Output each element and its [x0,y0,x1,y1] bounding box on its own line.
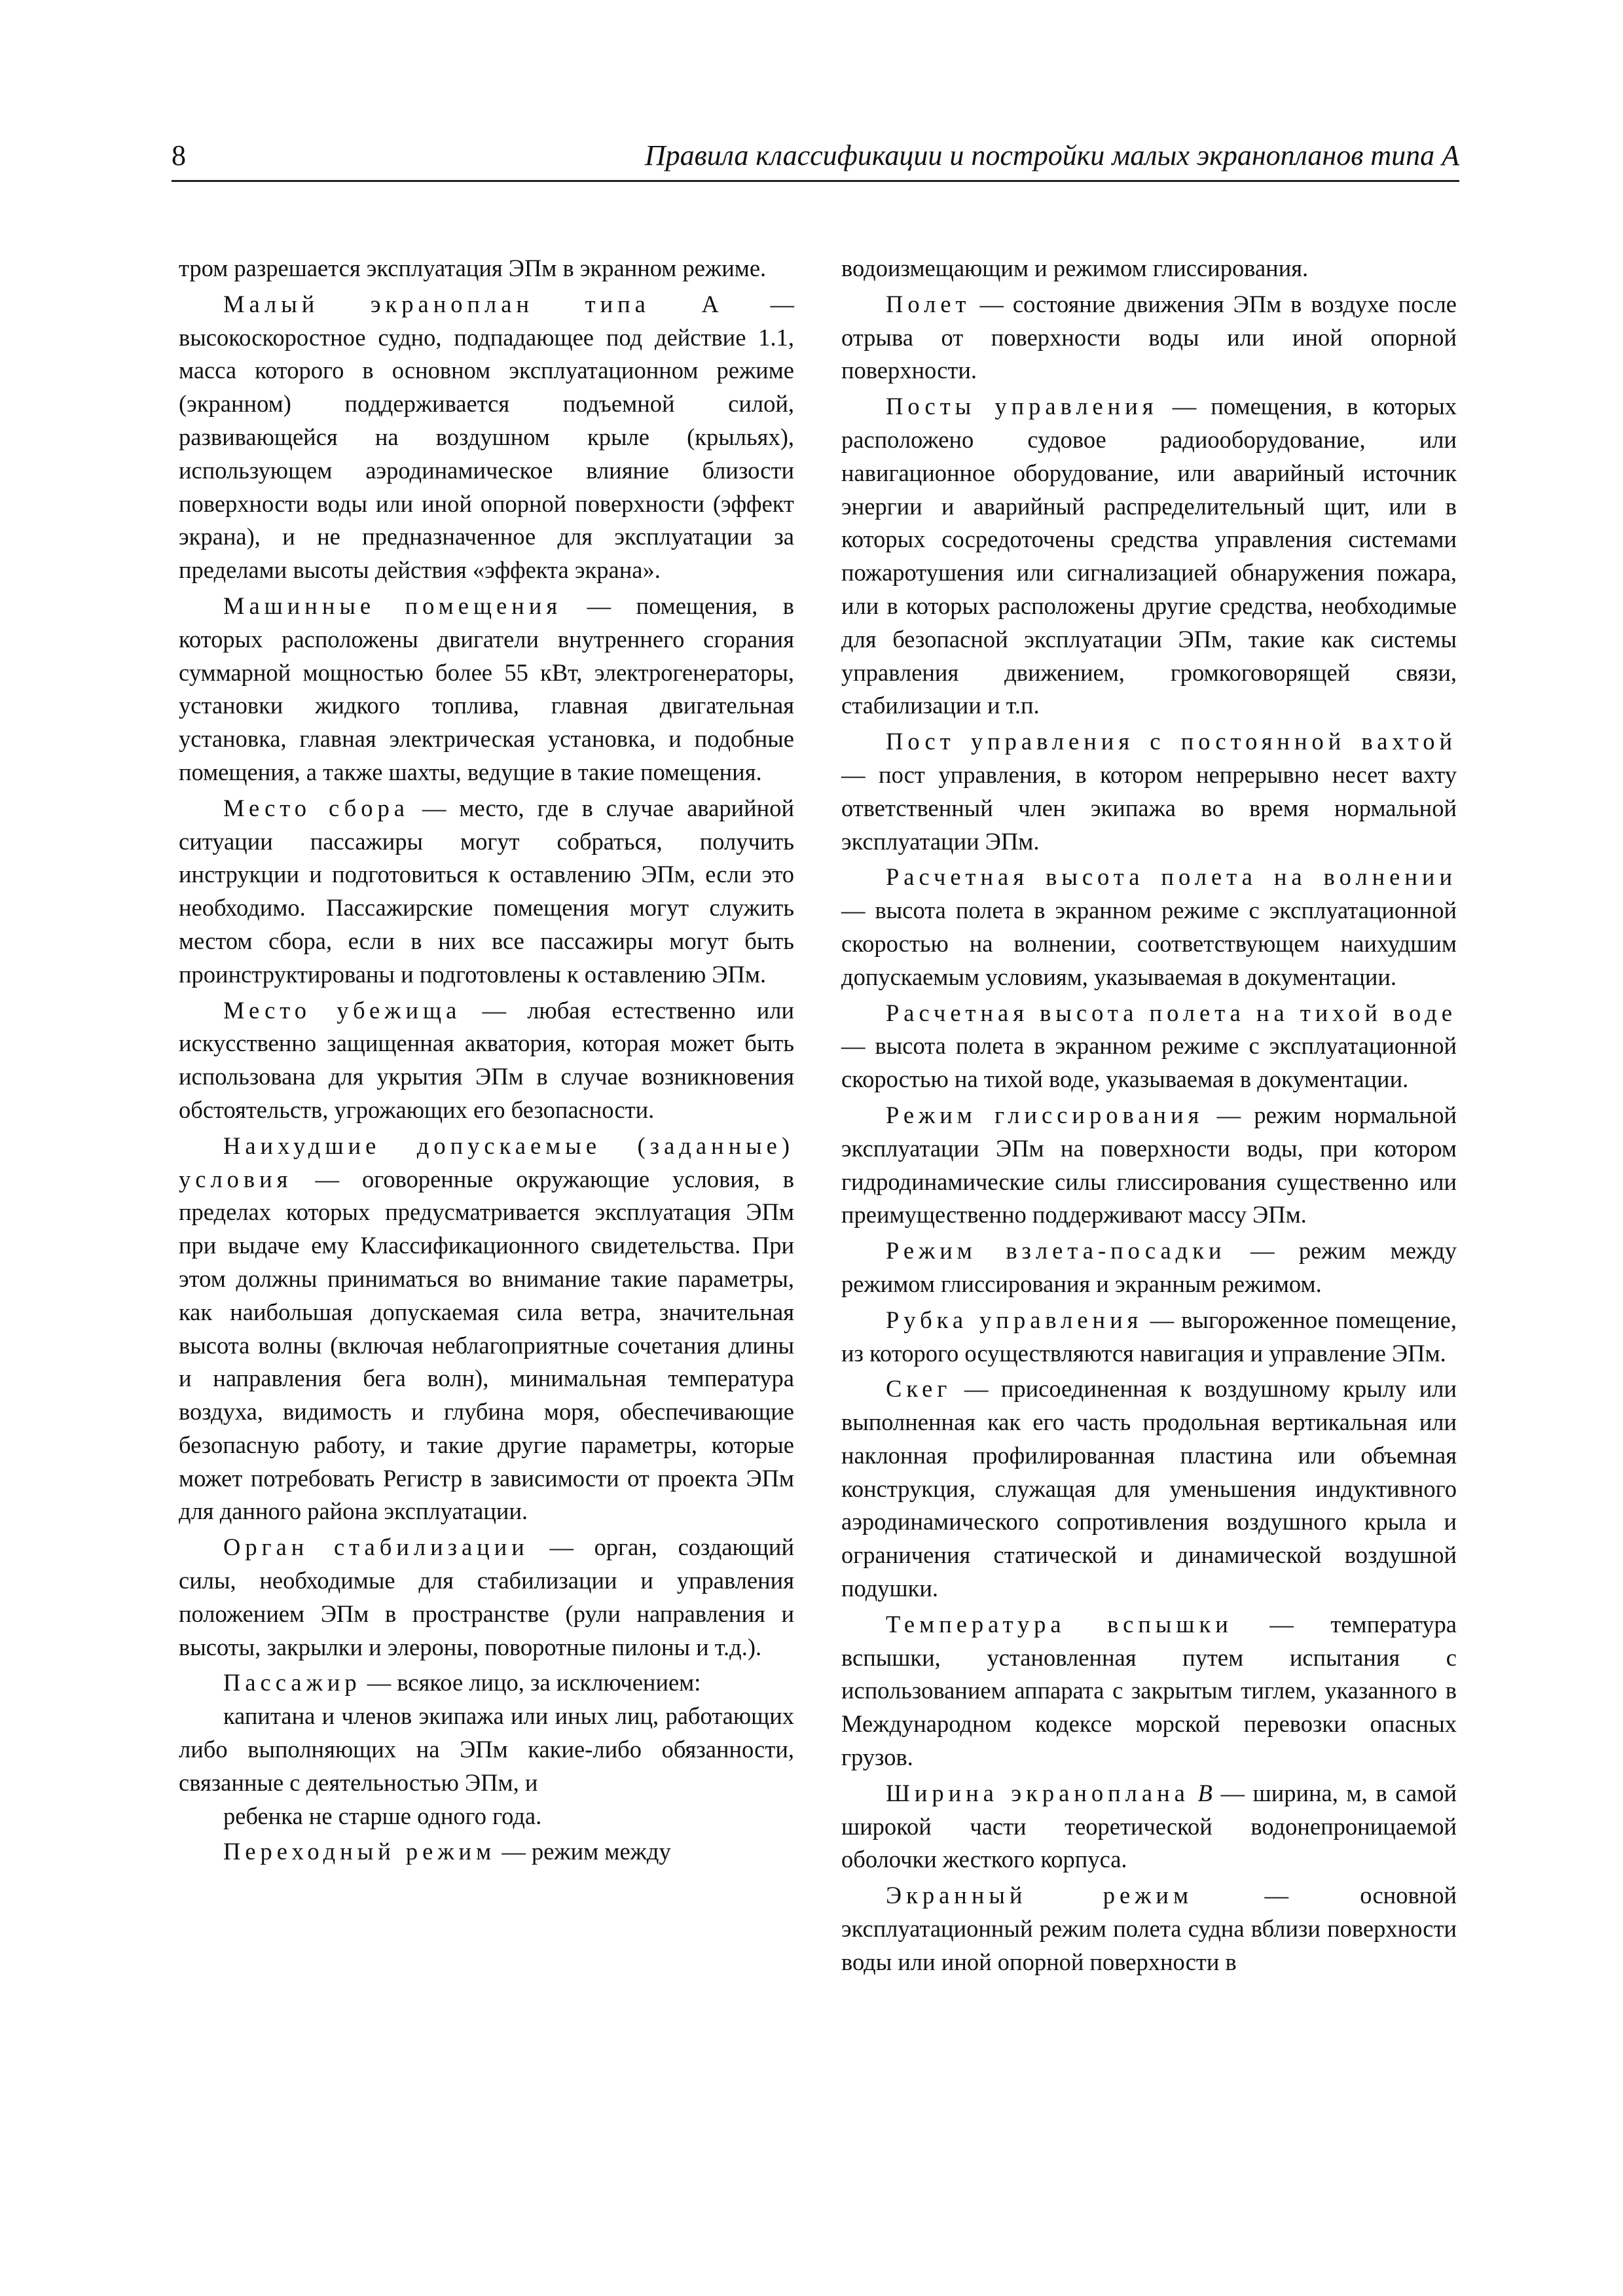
defined-term: Скег [886,1375,952,1403]
defined-term: Полет [886,290,971,317]
paragraph-text: — всякое лицо, за исключением: [361,1669,701,1696]
defined-term: Орган стабилизации [223,1534,529,1561]
defined-term: Режим взлета-посадки [886,1237,1226,1265]
defined-term: Температура вспышки [886,1610,1233,1638]
defined-term: Пост управления с постоянной вахтой [886,728,1457,755]
paragraph [841,252,1457,285]
paragraph-text: — оговоренные окружающие условия, в пределах которых предусматривается эксплуатация ЭПм при выдаче ему Классификационного свидетельства. При этом должны приниматься во внимание такие параметры, как наибольшая допускаемая сила ветра, значительная высота волны (включая неблагоприятные сочетания длины и направления бега волн), минимальная температура воздуха, видимость и глубина моря, обеспечивающие безопасную работу, и такие другие параметры, которые может потребовать Регистр в зависимости от проекта ЭПм для данного района эксплуатации. [179,1165,794,1525]
right-column [841,252,1457,1979]
paragraph [179,994,794,1127]
paragraph-text: — ширина, м, в самой широкой части теоретической водонепроницаемой оболочки жесткого корпуса. [841,1779,1457,1873]
paragraph-text: — присоединенная к воздушному крылу или выполненная как его часть продольная вертикальная или наклонная профилированная пластина или объемная конструкция, служащая для уменьшения индуктивного аэродинамического сопротивления воздушного крыла и ограничения статической и динамической воздушной подушки. [841,1375,1457,1602]
paragraph-text: — пост управления, в котором непрерывно несет вахту ответственный член экипажа во время нормальной эксплуатации ЭПм. [841,761,1457,855]
paragraph [841,1099,1457,1232]
paragraph [179,252,794,285]
paragraph [179,1800,794,1833]
paragraph-text: — место, где в случае аварийной ситуации пассажиры могут собраться, получить инструкции и подготовиться к оставлению ЭПм, если это необходимо. Пассажирские помещения могут служить местом сбора, если в них все пассажиры могут быть проинструктированы и подготовлены к оставлению ЭПм. [179,794,795,988]
paragraph [841,725,1457,858]
defined-term: Машинные помещения [223,592,562,619]
left-column [179,252,794,1869]
paragraph-text: — температура вспышки, установленная путем испытания с использованием аппарата с закрытым тиглем, указанного в Международном кодексе морской перевозки опасных грузов. [841,1610,1457,1771]
paragraph [841,288,1457,387]
paragraph-text: — состояние движения ЭПм в воздухе после отрыва от поверхности воды или иной опорной поверхности. [841,290,1457,384]
paragraph-text: — режим между [496,1838,671,1865]
defined-term: Посты управления [886,393,1158,420]
defined-term: Место сбора [223,794,409,821]
paragraph-text: — любая естественно или искусственно защищенная акватория, которая может быть использована для укрытия ЭПм в случае возникновения обстоятельств, угрожающих его безопасности. [179,996,794,1123]
paragraph [841,1608,1457,1774]
paragraph [841,1304,1457,1371]
paragraph-text: водоизмещающим и режимом глиссирования. [841,255,1309,281]
paragraph-text: — высота полета в экранном режиме с эксплуатационной скоростью на волнении, соответствующем наихудшим допускаемым условиям, указываемая в документации. [841,897,1457,990]
paragraph-text: — режим между режимом глиссирования и экранным режимом. [841,1237,1457,1297]
paragraph [179,1130,794,1529]
defined-term: Ширина экраноплана [886,1779,1190,1806]
defined-term: Расчетная высота полета на волнении [886,863,1457,891]
defined-term: Место убежища [223,996,462,1024]
running-title: Правила классификации и постройки малых экранопланов типа А [644,139,1459,171]
symbol: B [1197,1779,1213,1806]
paragraph [179,1835,794,1869]
paragraph [179,1700,794,1799]
defined-term: Режим глиссирования [886,1101,1204,1128]
page-number: 8 [172,139,186,171]
defined-term: Рубка управления [886,1306,1143,1333]
paragraph-text: ребенка не старше одного года. [223,1802,542,1829]
paragraph-text: капитана и членов экипажа или иных лиц, работающих либо выполняющих на ЭПм какие-либо обязанности, связанные с деятельностью ЭПм, и [179,1702,794,1796]
paragraph [841,861,1457,994]
paragraph [841,1372,1457,1605]
paragraph-text: — выгороженное помещение, из которого осуществляются навигация и управление ЭПм. [841,1306,1457,1367]
paragraph [179,1666,794,1700]
paragraph [841,1879,1457,1979]
defined-term: Пассажир [223,1669,361,1696]
paragraph-text: — помещения, в которых расположены двигатели внутреннего сгорания суммарной мощностью более 55 кВт, электрогенераторы, установки жидкого топлива, главная двигательная установка, главная электрическая установка, и подобные помещения, а также шахты, ведущие в такие помещения. [179,592,794,785]
paragraph-text: — высокоскоростное судно, подпадающее под действие 1.1, масса которого в основном эксплуатационном режиме (экранном) поддерживается подъемной силой, развивающейся на воздушном крыле (крыльях), использующем аэродинамическое влияние близости поверхности воды или иной опорной поверхности (эффект экрана), и не предназначенное для эксплуатации за пределами высоты действия «эффекта экрана». [179,290,794,584]
paragraph [179,792,794,992]
paragraph [841,1777,1457,1876]
paragraph-text: — помещения, в которых расположено судовое радиооборудование, или навигационное оборудование, или аварийный источник энергии и аварийный распределительный щит, или в которых сосредоточены средства управления системами пожаротушения или сигнализацией обнаружения пожара, или в которых расположены другие средства, необходимые для безопасной эксплуатации ЭПм, такие как системы управления движением, громкоговорящей связи, стабилизации и т.п. [841,393,1457,719]
paragraph [841,997,1457,1096]
page-header [172,141,1459,182]
paragraph [841,1234,1457,1301]
paragraph [841,390,1457,723]
paragraph-text: — орган, создающий силы, необходимые для стабилизации и управления положением ЭПм в пространстве (рули направления и высоты, закрылки и элероны, поворотные пилоны и т.д.). [179,1534,794,1660]
paragraph-text: — режим нормальной эксплуатации ЭПм на поверхности воды, при котором гидродинамические силы глиссирования существенно или преимущественно поддерживают массу ЭПм. [841,1101,1457,1229]
defined-term: Расчетная высота полета на тихой воде [886,999,1457,1026]
paragraph [179,590,794,789]
paragraph-text: тром разрешается эксплуатация ЭПм в экранном режиме. [179,255,767,281]
defined-term: Наихудшие допускаемые (заданные) условия [179,1132,794,1193]
paragraph [179,1531,794,1664]
paragraph-text: — высота полета в экранном режиме с эксплуатационной скоростью на тихой воде, указываемая в документации. [841,1032,1457,1093]
defined-term: Экранный режим [886,1882,1194,1909]
defined-term: Малый экраноплан типа А [223,290,723,317]
paragraph-text: — основной эксплуатационный режим полета судна вблизи поверхности воды или иной опорной поверхности в [841,1882,1457,1975]
paragraph [179,288,794,587]
defined-term: Переходный режим [223,1838,496,1865]
